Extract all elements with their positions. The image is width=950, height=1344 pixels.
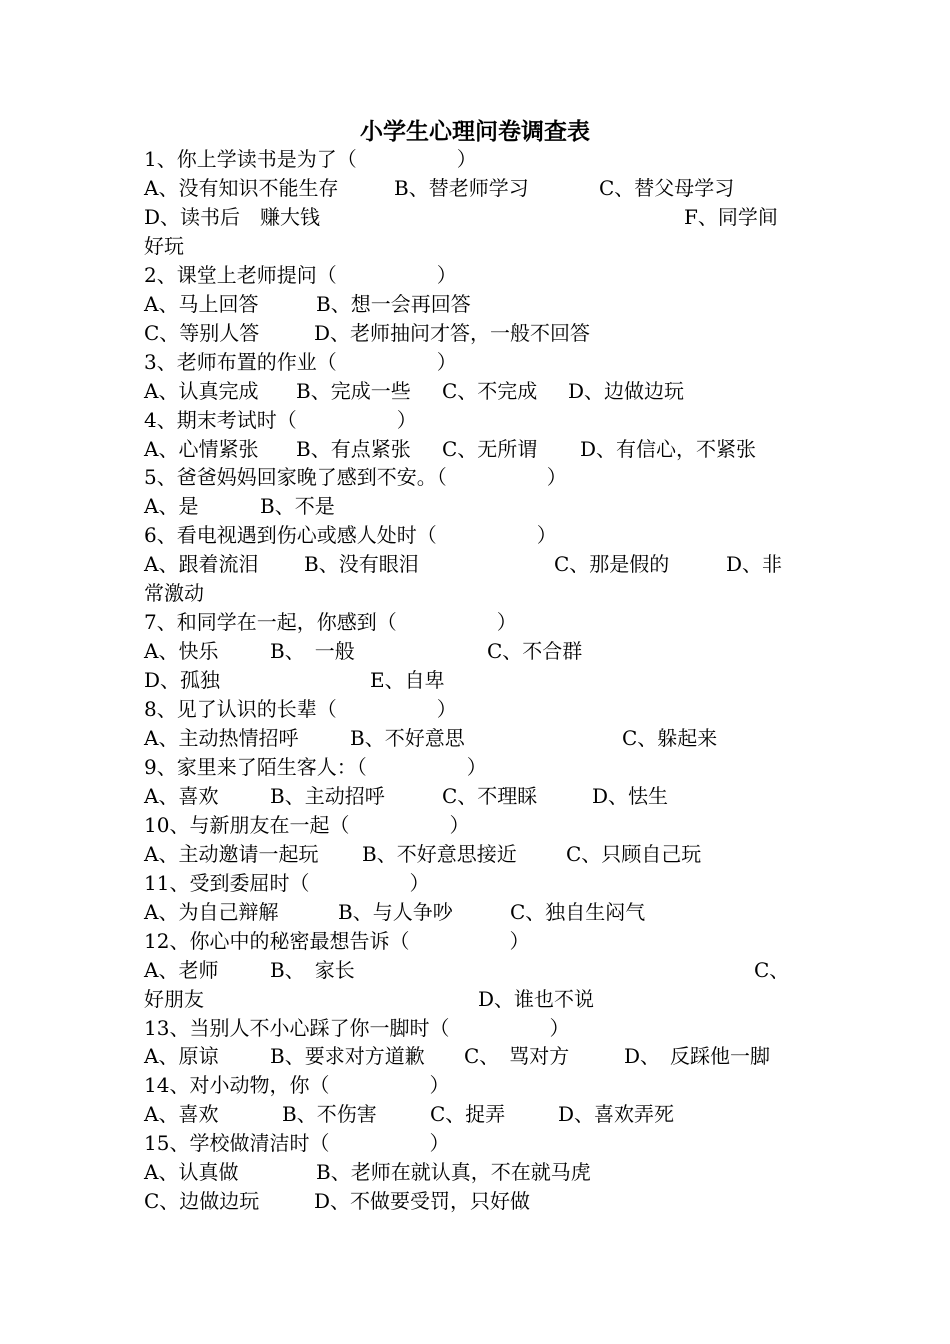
- answer-option: C、等别人答: [144, 320, 260, 345]
- answer-option: D、非: [726, 552, 783, 577]
- question-11-text: [144, 869, 429, 898]
- answer-option: C、 骂对方: [464, 1044, 570, 1069]
- question-4-text: [144, 406, 417, 435]
- answer-option: A、原谅: [144, 1044, 219, 1069]
- answer-option: D、孤独: [144, 668, 221, 693]
- answer-option: 好朋友: [144, 986, 204, 1011]
- answer-option: C、独自生闷气: [510, 899, 646, 924]
- answer-option: C、捉弄: [430, 1102, 506, 1127]
- question-9-text: [144, 753, 487, 782]
- answer-option: A、马上回答: [144, 291, 259, 316]
- answer-option: B、老师在就认真，不在就马虎: [316, 1160, 591, 1185]
- answer-option: C、只顾自己玩: [566, 841, 702, 866]
- answer-option: D、读书后 赚大钱: [144, 204, 321, 229]
- answer-option: C、躲起来: [622, 726, 718, 750]
- answer-option: A、喜欢: [144, 783, 219, 808]
- question-2-text: [144, 261, 457, 290]
- answer-option: B、 一般: [270, 639, 355, 664]
- answer-option: A、快乐: [144, 639, 219, 664]
- question-prompt: 9、家里来了陌生客人：（ ）: [144, 754, 487, 779]
- answer-option: C、边做边玩: [144, 1189, 260, 1214]
- question-5-text: [144, 463, 567, 492]
- answer-option: D、谁也不说: [478, 986, 595, 1011]
- answer-option: D、不做要受罚，只好做: [314, 1189, 531, 1214]
- answer-option: B、想一会再回答: [316, 291, 471, 316]
- answer-option: B、有点紧张: [296, 436, 411, 461]
- page-title: 小学生心理问卷调查表: [360, 118, 590, 145]
- question-prompt: 13、当别人不小心踩了你一脚时（ ）: [144, 1015, 570, 1040]
- question-prompt: 10、与新朋友在一起（ ）: [144, 812, 470, 837]
- answer-option: F、同学间: [684, 204, 778, 229]
- answer-option: E、自卑: [370, 668, 445, 693]
- answer-option: A、跟着流泪: [144, 552, 259, 577]
- answer-option: 好玩: [144, 233, 184, 258]
- question-prompt: 1、你上学读书是为了（ ）: [144, 147, 477, 171]
- answer-option: C、: [754, 957, 790, 982]
- answer-option: D、老师抽问才答，一般不回答: [314, 320, 591, 345]
- question-6-text: [144, 521, 557, 550]
- question-8-text: [144, 695, 457, 724]
- question-prompt: 4、期末考试时（ ）: [144, 407, 417, 432]
- answer-option: A、是: [144, 494, 199, 519]
- answer-option: D、有信心，不紧张: [580, 436, 757, 461]
- answer-option: B、替老师学习: [394, 175, 529, 200]
- answer-option: C、那是假的: [554, 552, 670, 577]
- question-prompt: 6、看电视遇到伤心或感人处时（ ）: [144, 523, 557, 548]
- question-prompt: 14、对小动物，你（ ）: [144, 1073, 450, 1098]
- answer-option: C、不理睬: [442, 783, 538, 808]
- answer-option: A、喜欢: [144, 1102, 219, 1127]
- answer-option: B、不伤害: [282, 1102, 377, 1127]
- answer-option: D、怯生: [592, 783, 669, 808]
- answer-option: C、无所谓: [442, 436, 538, 461]
- answer-option: 常激动: [144, 581, 204, 606]
- answer-option: A、主动热情招呼: [144, 726, 299, 750]
- answer-option: D、边做边玩: [568, 378, 685, 403]
- question-3-text: [144, 348, 457, 377]
- question-13-text: [144, 1014, 569, 1043]
- answer-option: B、主动招呼: [270, 783, 385, 808]
- answer-option: A、心情紧张: [144, 436, 259, 461]
- question-prompt: 7、和同学在一起，你感到（ ）: [144, 610, 517, 635]
- answer-option: B、没有眼泪: [304, 552, 419, 577]
- answer-option: A、认真做: [144, 1160, 239, 1185]
- answer-option: B、完成一些: [296, 378, 411, 403]
- answer-option: A、老师: [144, 957, 219, 982]
- answer-option: B、要求对方道歉: [270, 1044, 425, 1069]
- question-10-text: [144, 811, 469, 840]
- question-15-text: [144, 1129, 449, 1158]
- answer-option: B、不是: [260, 494, 335, 519]
- answer-option: A、没有知识不能生存: [144, 175, 339, 200]
- question-prompt: 8、见了认识的长辈（ ）: [144, 697, 457, 721]
- answer-option: A、主动邀请一起玩: [144, 841, 319, 866]
- question-prompt: 3、老师布置的作业（ ）: [144, 349, 457, 374]
- answer-option: B、不好意思接近: [362, 841, 517, 866]
- question-prompt: 12、你心中的秘密最想告诉（ ）: [144, 928, 530, 953]
- question-prompt: 2、课堂上老师提问（ ）: [144, 262, 457, 287]
- answer-option: B、不好意思: [350, 726, 465, 750]
- question-prompt: 5、爸爸妈妈回家晚了感到不安。（ ）: [144, 465, 567, 490]
- answer-option: A、认真完成: [144, 378, 259, 403]
- answer-option: D、喜欢弄死: [558, 1102, 675, 1127]
- answer-option: D、 反踩他一脚: [624, 1044, 771, 1069]
- answer-option: B、 家长: [270, 957, 355, 982]
- answer-option: C、不完成: [442, 378, 538, 403]
- question-prompt: 15、学校做清洁时（ ）: [144, 1131, 450, 1156]
- answer-option: C、不合群: [487, 639, 583, 664]
- answer-option: A、为自己辩解: [144, 899, 279, 924]
- question-7-text: [144, 608, 517, 637]
- answer-option: B、与人争吵: [338, 899, 453, 924]
- question-prompt: 11、受到委屈时（ ）: [144, 870, 430, 895]
- question-1-text: [144, 145, 477, 174]
- question-12-text: [144, 927, 529, 956]
- answer-option: C、替父母学习: [599, 175, 735, 200]
- question-14-text: [144, 1071, 449, 1100]
